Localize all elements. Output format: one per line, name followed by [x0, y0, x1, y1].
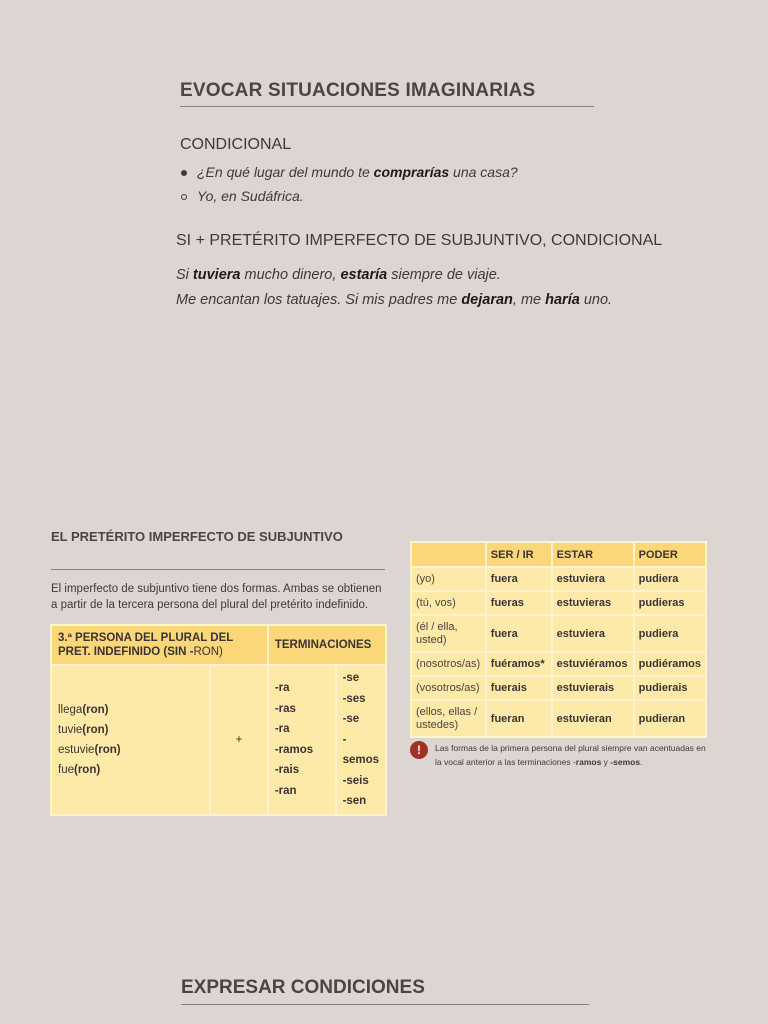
table-row: (él / ella, usted) fuera estuviera pudiera — [411, 615, 706, 652]
example-text: ¿En qué lugar del mundo te — [197, 164, 374, 180]
example-question — [181, 164, 518, 180]
endings-table — [50, 624, 387, 816]
table-header: 3.ª PERSONA DEL PLURAL DEL PRET. INDEFINIDO (SIN -RON) — [51, 625, 268, 665]
section-title-evocar: EVOCAR SITUACIONES IMAGINARIAS — [180, 80, 536, 101]
table-row: (tú, vos) fueras estuvieras pudieras — [411, 591, 706, 615]
title-divider — [181, 1004, 589, 1005]
table-header: ESTAR — [552, 542, 634, 567]
table-row: (vosotros/as) fuerais estuvierais pudierais — [411, 676, 706, 700]
table-row: (ellos, ellas / ustedes) fueran estuvieran pudieran — [411, 700, 706, 737]
endings-se: -se -ses -se -semos -seis -sen — [336, 665, 386, 815]
example-sentence-1: Si tuviera mucho dinero, estaría siempre de viaje. — [176, 267, 501, 283]
example-verb: comprarías — [373, 164, 450, 180]
accent-note — [410, 741, 710, 769]
table-header: TERMINACIONES — [268, 625, 386, 665]
table-header — [411, 542, 486, 567]
example-text: una casa? — [449, 164, 518, 180]
subtitle-si-imperfecto: SI + PRETÉRITO IMPERFECTO DE SUBJUNTIVO, CONDICIONAL — [176, 232, 663, 249]
plus-sign: + — [210, 665, 268, 815]
table-row: (nosotros/as) fuéramos* estuviéramos pudiéramos — [411, 652, 706, 676]
subtitle-condicional: CONDICIONAL — [180, 136, 292, 153]
filled-bullet-icon — [181, 170, 187, 176]
endings-ra: -ra -ras -ra -ramos -rais -ran — [268, 665, 336, 815]
section-description: El imperfecto de subjuntivo tiene dos formas. Ambas se obtienen a partir de la tercera persona del plural del pretérito indefinido. — [51, 583, 382, 611]
conjugation-table — [410, 541, 707, 738]
section-title-expresar: EXPRESAR CONDICIONES — [181, 977, 425, 998]
section-title-preterito: EL PRETÉRITO IMPERFECTO DE SUBJUNTIVO — [51, 529, 343, 544]
table-header: PODER — [634, 542, 706, 567]
table-row: (yo) fuera estuviera pudiera — [411, 567, 706, 591]
stem-forms: llega(ron) tuvie(ron) estuvie(ron) fue(ron) — [51, 665, 210, 815]
title-divider — [51, 569, 385, 570]
warning-icon: ! — [410, 741, 428, 759]
table-header: SER / IR — [486, 542, 552, 567]
example-sentence-2: Me encantan los tatuajes. Si mis padres me dejaran, me haría uno. — [176, 292, 613, 308]
example-answer — [181, 188, 304, 204]
hollow-bullet-icon — [181, 194, 187, 200]
note-text: Las formas de la primera persona del plural siempre van acentuadas en la vocal anterior a las terminaciones -ramos y -semos. — [435, 743, 706, 767]
title-divider — [180, 106, 594, 107]
example-text: Yo, en Sudáfrica. — [197, 188, 304, 204]
